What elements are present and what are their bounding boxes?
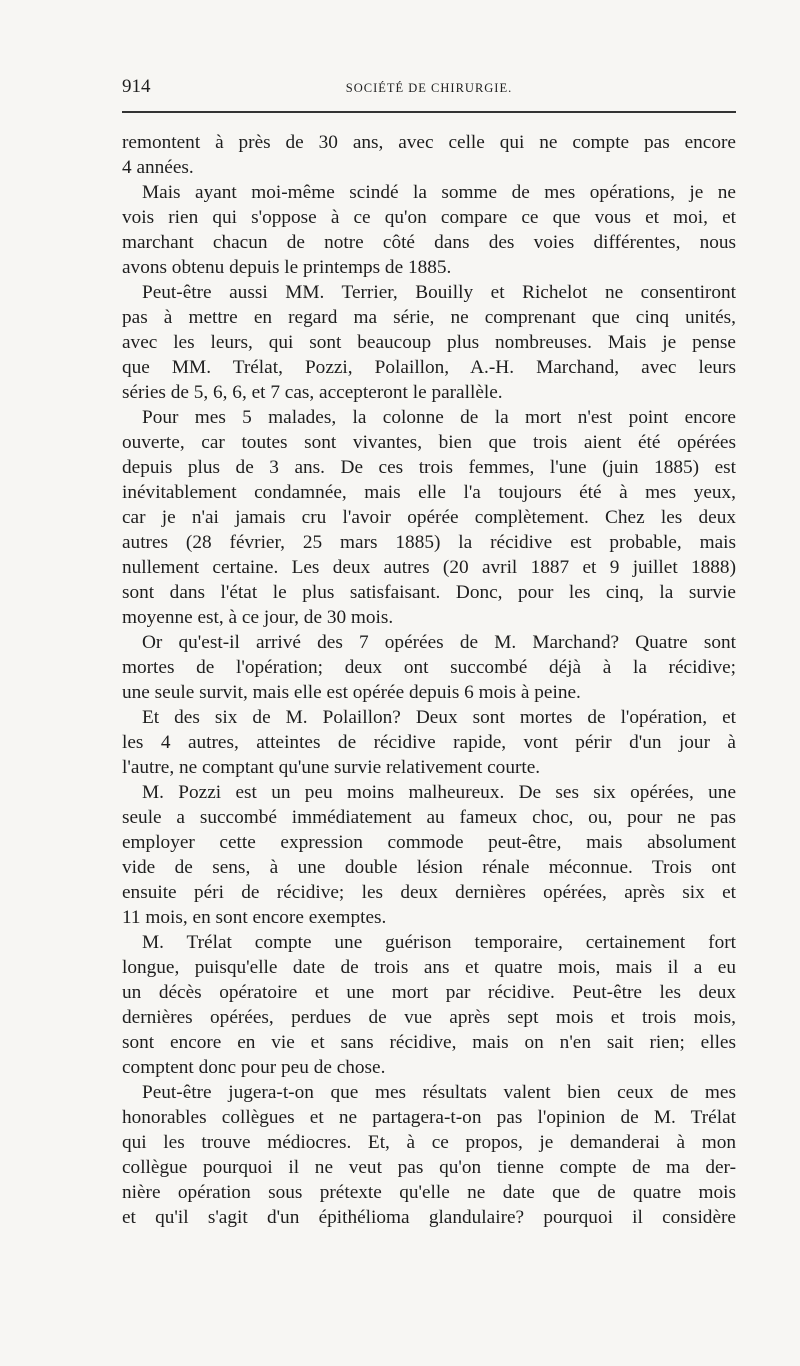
text-line: avons obtenu depuis le printemps de 1885. bbox=[122, 257, 452, 278]
text-line: M. Trélat compte une guérison temporaire, certainement fort bbox=[142, 932, 736, 953]
text-line: sont dans l'état le plus satisfaisant. Donc, pour les cinq, la survie bbox=[122, 582, 736, 603]
text-line: 4 années. bbox=[122, 157, 194, 178]
header-rule bbox=[122, 111, 736, 113]
page-number: 914 bbox=[122, 76, 151, 97]
text-line: seule a succombé immédiatement au fameux choc, ou, pour ne pas bbox=[122, 807, 736, 828]
paragraph bbox=[122, 405, 736, 630]
text-line: qui les trouve médiocres. Et, à ce propos, je demanderai à mon bbox=[122, 1132, 736, 1153]
body-text bbox=[122, 130, 736, 1230]
text-line: Or qu'est-il arrivé des 7 opérées de M. Marchand? Quatre sont bbox=[142, 632, 736, 653]
text-line: 11 mois, en sont encore exemptes. bbox=[122, 907, 387, 928]
text-line: ouverte, car toutes sont vivantes, bien que trois aient été opérées bbox=[122, 432, 736, 453]
text-line: car je n'ai jamais cru l'avoir opérée complètement. Chez les deux bbox=[122, 507, 736, 528]
text-line: Peut-être aussi MM. Terrier, Bouilly et Richelot ne consentiront bbox=[142, 282, 736, 303]
text-line: nullement certaine. Les deux autres (20 avril 1887 et 9 juillet 1888) bbox=[122, 557, 736, 578]
paragraph bbox=[122, 180, 736, 280]
text-line: Mais ayant moi-même scindé la somme de mes opérations, je ne bbox=[142, 182, 736, 203]
text-line: vois rien qui s'oppose à ce qu'on compare ce que vous et moi, et bbox=[122, 207, 736, 228]
paragraph bbox=[122, 780, 736, 930]
paragraph bbox=[122, 630, 736, 705]
text-line: depuis plus de 3 ans. De ces trois femmes, l'une (juin 1885) est bbox=[122, 457, 736, 478]
text-line: collègue pourquoi il ne veut pas qu'on tienne compte de ma der- bbox=[122, 1157, 736, 1178]
running-title: SOCIÉTÉ DE CHIRURGIE. bbox=[345, 81, 513, 95]
text-line: moyenne est, à ce jour, de 30 mois. bbox=[122, 607, 394, 628]
text-line: et qu'il s'agit d'un épithélioma glandulaire? pourquoi il considère bbox=[122, 1207, 736, 1228]
text-line: inévitablement condamnée, mais elle l'a toujours été à mes yeux, bbox=[122, 482, 736, 503]
text-line: autres (28 février, 25 mars 1885) la récidive est probable, mais bbox=[122, 532, 736, 553]
text-line: remontent à près de 30 ans, avec celle qui ne compte pas encore bbox=[122, 132, 736, 153]
text-line: vide de sens, à une double lésion rénale méconnue. Trois ont bbox=[122, 857, 736, 878]
page-header bbox=[122, 74, 736, 104]
text-line: pas à mettre en regard ma série, ne comprenant que cinq unités, bbox=[122, 307, 736, 328]
text-line: Pour mes 5 malades, la colonne de la mort n'est point encore bbox=[142, 407, 736, 428]
text-line: que MM. Trélat, Pozzi, Polaillon, A.-H. Marchand, avec leurs bbox=[122, 357, 736, 378]
text-line: M. Pozzi est un peu moins malheureux. De ses six opérées, une bbox=[142, 782, 736, 803]
text-line: les 4 autres, atteintes de récidive rapide, vont périr d'un jour à bbox=[122, 732, 736, 753]
paragraph bbox=[122, 280, 736, 405]
text-line: un décès opératoire et une mort par récidive. Peut-être les deux bbox=[122, 982, 736, 1003]
text-line: une seule survit, mais elle est opérée depuis 6 mois à peine. bbox=[122, 682, 581, 703]
text-line: marchant chacun de notre côté dans des voies différentes, nous bbox=[122, 232, 736, 253]
paragraph bbox=[122, 1080, 736, 1230]
text-line: nière opération sous prétexte qu'elle ne date que de quatre mois bbox=[122, 1182, 736, 1203]
paragraph bbox=[122, 930, 736, 1080]
text-line: Peut-être jugera-t-on que mes résultats valent bien ceux de mes bbox=[142, 1082, 736, 1103]
text-line: longue, puisqu'elle date de trois ans et quatre mois, mais il a eu bbox=[122, 957, 736, 978]
text-line: mortes de l'opération; deux ont succombé déjà à la récidive; bbox=[122, 657, 736, 678]
text-line: dernières opérées, perdues de vue après sept mois et trois mois, bbox=[122, 1007, 736, 1028]
text-line: Et des six de M. Polaillon? Deux sont mortes de l'opération, et bbox=[142, 707, 736, 728]
paragraph bbox=[122, 705, 736, 780]
text-line: comptent donc pour peu de chose. bbox=[122, 1057, 386, 1078]
text-line: honorables collègues et ne partagera-t-on pas l'opinion de M. Trélat bbox=[122, 1107, 736, 1128]
text-line: avec les leurs, qui sont beaucoup plus nombreuses. Mais je pense bbox=[122, 332, 736, 353]
text-line: l'autre, ne comptant qu'une survie relativement courte. bbox=[122, 757, 541, 778]
text-line: sont encore en vie et sans récidive, mais on n'en sait rien; elles bbox=[122, 1032, 736, 1053]
text-line: employer cette expression commode peut-être, mais absolument bbox=[122, 832, 736, 853]
text-line: ensuite péri de récidive; les deux dernières opérées, après six et bbox=[122, 882, 736, 903]
text-line: séries de 5, 6, 6, et 7 cas, accepteront le parallèle. bbox=[122, 382, 503, 403]
paragraph bbox=[122, 130, 736, 180]
